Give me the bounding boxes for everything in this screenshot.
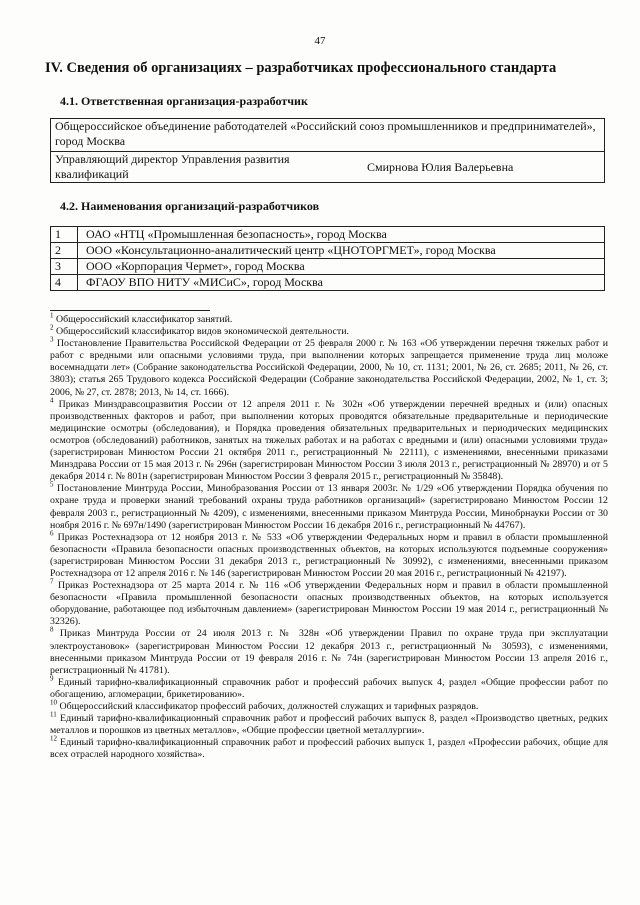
table-row xyxy=(51,227,605,243)
footnote-text: Постановление Минтруда России, Минобразования России от 13 января 2003г. № 1/29 «Об утверждении Порядка обучения по охране труда и проверки знаний требований охраны труда работников организаций» (зарегистрировано Минюстом России 12 февраля 2003 г., регистрационный № 4209), с изменениями, внесенными приказом Минтруда России, Минобрнауки России от 30 ноября 2016 г. № 697н/1490 (зарегистрирован Минюстом России 16 декабря 2016 г., регистрационный № 44767). xyxy=(50,483,608,531)
footnote xyxy=(50,628,608,676)
footnote xyxy=(50,323,608,338)
footnote xyxy=(50,396,608,484)
responsible-org-row xyxy=(51,119,605,152)
footnotes xyxy=(50,310,608,761)
footnote-text: Приказ Минтруда России от 24 июля 2013 г. № 328н «Об утверждении Правил по охране труда при эксплуатации электроустановок» (зарегистрирован Минюстом России 12 декабря 2013 г., регистрационный № 30593), с изменениями, внесенными приказом Минтруда России от 19 февраля 2016 г. № 74н (зарегистрирован Минюстом России 13 апреля 2016 г., регистрационный № 41781). xyxy=(50,628,608,676)
footnote-mark: 7 xyxy=(50,577,54,586)
developer-number: 3 xyxy=(51,259,78,275)
footnote-text: Приказ Ростехнадзора от 25 марта 2014 г. № 116 «Об утверждении Федеральных норм и правил в области промышленной безопасности «Правила промышленной безопасности опасных производственных объектов, на которых используется оборудование, работающее под избыточным давлением» (зарегистрирован Минюстом России 19 мая 2014 г., регистрационный № 32326). xyxy=(50,580,609,628)
footnote-text: Единый тарифно-квалификационный справочник работ и профессий рабочих выпуск 8, раздел «Производство цветных, редких металлов и порошков из цветных металлов», «Общие профессии цветной металлургии». xyxy=(50,713,609,737)
responsible-org-name: Общероссийское объединение работодателей «Российский союз промышленников и предпринимателей», город Москва xyxy=(51,119,605,152)
developer-number: 4 xyxy=(51,275,78,291)
developers-table xyxy=(50,226,605,291)
footnote-mark: 6 xyxy=(50,529,54,538)
footnote-mark: 12 xyxy=(50,734,57,743)
footnote-mark: 8 xyxy=(50,626,54,635)
footnote-text: Приказ Ростехнадзора от 12 ноября 2013 г. № 533 «Об утверждении Федеральных норм и правил в области промышленной безопасности «Правила безопасности опасных производственных объектов, на которых используются подъемные сооружения» (зарегистрирован Минюстом России 31 декабря 2013 г., регистрационный № 30992), с изменениями, внесенными приказом Ростехнадзора от 12 апреля 2016 г. № 146 (зарегистрирован Минюстом России 20 мая 2016 г., регистрационный № 42197). xyxy=(50,531,608,579)
footnote-text: Общероссийский классификатор занятий. xyxy=(55,314,233,325)
table-row xyxy=(51,243,605,259)
footnote-mark: 2 xyxy=(50,323,54,332)
developers-heading: 4.2. Наименования организаций-разработчиков xyxy=(60,199,320,213)
footnote-mark: 4 xyxy=(50,396,54,405)
developer-name: ООО «Корпорация Чермет», город Москва xyxy=(78,259,605,275)
footnote xyxy=(50,698,608,713)
footnote xyxy=(50,577,609,628)
table-row xyxy=(51,275,605,291)
responsible-org-table xyxy=(50,118,605,183)
footnote-text: Единый тарифно-квалификационный справочник работ и профессий рабочих выпуск 4, раздел «Общие профессии работ по обогащению, агломерации, брикетированию». xyxy=(50,676,608,700)
footnote xyxy=(50,529,608,580)
developer-number: 2 xyxy=(51,243,78,259)
page-number: 47 xyxy=(314,35,326,47)
footnote-text: Общероссийский классификатор профессий рабочих, должностей служащих и тарифных разрядов. xyxy=(59,701,479,712)
responsible-org-heading: 4.1. Ответственная организация-разработчик xyxy=(60,94,308,108)
footnote xyxy=(50,734,609,761)
footnote xyxy=(50,335,609,398)
footnote-text: Единый тарифно-квалификационный справочник работ и профессий рабочих выпуск 1, раздел «Профессии рабочих, общие для всех отраслей народного хозяйства». xyxy=(50,737,609,761)
footnote xyxy=(50,311,608,326)
footnote-mark: 10 xyxy=(50,698,57,707)
table-row xyxy=(51,259,605,275)
developer-name: ФГАОУ ВПО НИТУ «МИСиС», город Москва xyxy=(78,275,605,291)
responsible-position: Управляющий директор Управления развития квалификаций xyxy=(51,152,330,183)
footnote-text: Постановление Правительства Российской Федерации от 25 февраля 2000 г. № 163 «Об утверждении перечня тяжелых работ и работ с вредными или опасными условиями труда, при выполнении которых запрещается применение труда лиц моложе восемнадцати лет» (Собрание законодательства Российской Федерации, 2000, № 10, ст. 1131; 2001, № 26, ст. 2685; 2011, № 26, ст. 3803); статья 265 Трудового кодекса Российской Федерации (Собрание законодательства Российской Федерации, 2002, № 1, ст. 3; 2006, № 27, ст. 2878; 2013, № 14, ст. 1666). xyxy=(50,338,609,398)
footnote-mark: 3 xyxy=(50,335,54,344)
footnote-mark: 5 xyxy=(50,481,54,490)
developer-number: 1 xyxy=(51,227,78,243)
footnote-text: Приказ Минздравсоцразвития России от 12 апреля 2011 г. № 302н «Об утверждении перечней вредных и (или) опасных производственных факторов и работ, при выполнении которых проводятся обязательные предварительные и периодические медицинские осмотры (обследования), и Порядка проведения обязательных предварительных и периодических медицинских осмотров (обследований) работников, занятых на тяжелых работах и на работах с вредными и (или) опасными условиями труда» (зарегистрирован Минюстом России 21 октября 2011 г., регистрационный № 22111), с изменениями, внесенными приказами Минздрава России от 15 мая 2013 г. № 296н (зарегистрирован Минюстом России 3 июля 2013 г., регистрационный № 28970) и от 5 декабря 2014 г. № 801н (зарегистрирован Минюстом России 3 февраля 2015 г., регистрационный № 35848). xyxy=(50,398,608,483)
responsible-person-row xyxy=(51,152,605,183)
developer-name: ООО «Консультационно-аналитический центр «ЦНОТОРГМЕТ», город Москва xyxy=(78,243,605,259)
footnote-mark: 11 xyxy=(50,710,57,719)
footnote-separator xyxy=(50,310,210,311)
footnote-text: Общероссийский классификатор видов экономической деятельности. xyxy=(55,326,349,338)
footnote-mark: 1 xyxy=(50,311,54,320)
footnote-mark: 9 xyxy=(50,674,54,683)
section-title: IV. Сведения об организациях – разработчиках профессионального стандарта xyxy=(45,60,557,76)
footnote xyxy=(50,710,609,737)
responsible-person: Смирнова Юлия Валерьевна xyxy=(329,152,605,183)
footnote xyxy=(50,674,608,701)
developer-name: ОАО «НТЦ «Промышленная безопасность», город Москва xyxy=(78,227,605,243)
footnote xyxy=(50,483,608,531)
